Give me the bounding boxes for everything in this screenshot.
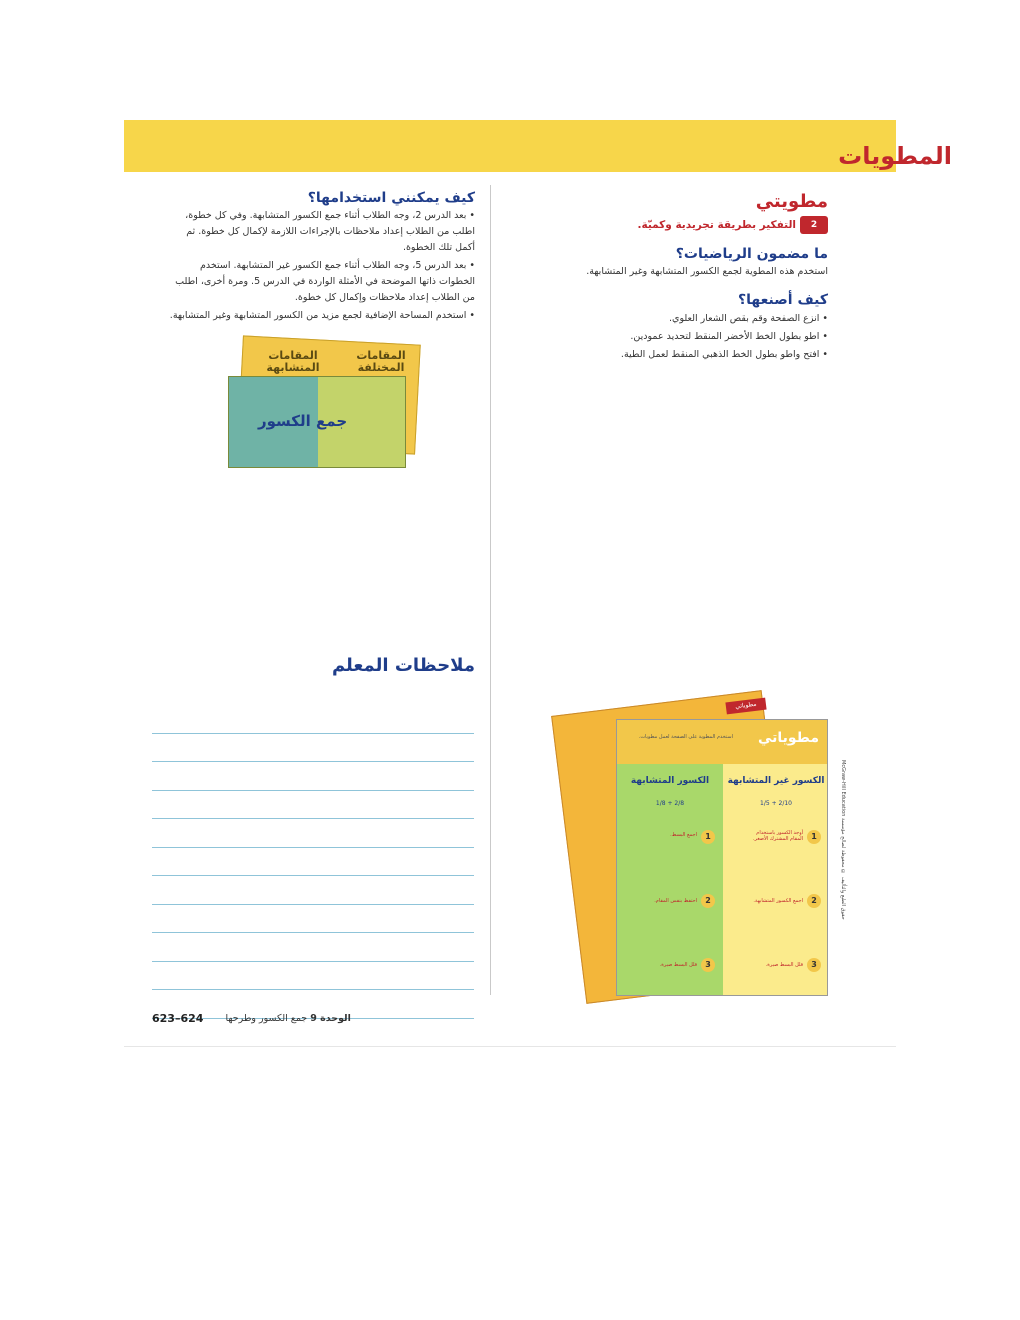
note-line[interactable]: [152, 762, 474, 791]
note-line[interactable]: [152, 933, 474, 962]
make-step: • افتح واطو بطول الخط الذهبي المنقط لعمل الطية.: [558, 346, 828, 364]
right-column: [558, 190, 828, 364]
step-badge: 2: [807, 894, 821, 908]
poster-col-left: [723, 764, 828, 996]
poster-frac-left: 2/10 + 1/5: [760, 800, 792, 807]
step-text: قلل البسط صيرة.: [659, 962, 697, 968]
note-line[interactable]: [152, 791, 474, 820]
note-line[interactable]: [152, 876, 474, 905]
practice-text: التفكير بطريقة تجريدية وكميّة.: [637, 219, 796, 231]
note-line[interactable]: [152, 705, 474, 734]
note-line[interactable]: [152, 962, 474, 991]
note-line[interactable]: [152, 905, 474, 934]
step-text: أوجد الكسور باستخدام المقام المشترك الأصغر.: [752, 830, 803, 842]
use-bullet: • استخدم المساحة الإضافية لجمع مزيد من الكسور المتشابهة وغير المتشابهة.: [165, 308, 475, 324]
step-badge: 1: [807, 830, 821, 844]
column-divider: [490, 185, 491, 995]
foldable-tab-left: المقامات المتشابهة: [266, 349, 320, 374]
step-badge: 1: [701, 830, 715, 844]
poster-col-right-head: الكسور المتشابهة: [630, 776, 710, 786]
poster-col-left-head: الكسور غير المتشابهة: [727, 776, 825, 786]
math-text: استخدم هذه المطوية لجمع الكسور المتشابهة وغير المتشابهة.: [586, 266, 828, 277]
poster-subtitle: استخدم المطوية على الصفحة لعمل مطويات.: [638, 734, 733, 740]
note-line[interactable]: [152, 848, 474, 877]
make-step: • انزع الصفحة وقم بقص الشعار العلوي.: [558, 310, 828, 328]
footer-unit: [225, 1013, 350, 1024]
step-badge: 3: [807, 958, 821, 972]
make-heading: كيف أصنعها؟: [738, 292, 828, 308]
page-number: 623–624: [152, 1012, 204, 1025]
foldable-title: مطويتي: [755, 191, 828, 212]
notes-title: ملاحظات المعلم: [331, 655, 475, 676]
copyright-credit: حقوق الطبع والتأليف © محفوظة لصالح مؤسسة McGraw-Hill Education: [840, 760, 846, 920]
step-badge: 3: [701, 958, 715, 972]
practice-row: [558, 216, 828, 234]
foldable-tab-right: المقامات المختلفة: [356, 349, 406, 374]
poster-title: مطوياتي: [757, 730, 819, 746]
use-bullet: • بعد الدرس 5، وجه الطلاب أثناء جمع الكسور غير المتشابهة. استخدم الخطوات ذاتها الموضحة في الأمثلة الواردة في الدرس 5. ومرة أخرى، اطلب من الطلاب إعداد ملاحظات وإكمال كل خطوة.: [165, 258, 475, 306]
footer: [152, 1012, 351, 1025]
math-heading: ما مضمون الرياضيات؟: [675, 246, 828, 262]
poster-back-tag: مطوياتي: [725, 698, 766, 715]
foldable-illustration: [228, 340, 420, 470]
poster-col-right: [617, 764, 723, 996]
step-badge: 2: [701, 894, 715, 908]
foldable-center-label: جمع الكسور: [258, 412, 348, 430]
step-text: احتفظ بنفس المقام.: [654, 898, 697, 904]
header-banner: [124, 120, 896, 172]
poster-body: [617, 764, 828, 996]
step-text: اجمع البسط.: [670, 832, 697, 838]
footer-unit-title: جمع الكسور وطرحها: [225, 1013, 308, 1024]
use-bullet: • بعد الدرس 2، وجه الطلاب أثناء جمع الكسور المتشابهة. وفي كل خطوة، اطلب من الطلاب إعداد ملاحظات بالإجراءات اللازمة لإكمال كل خطوة. ثم أكمل تلك الخطوة.: [165, 208, 475, 256]
footer-rule: [124, 1046, 896, 1047]
left-column: [165, 188, 475, 326]
note-line[interactable]: [152, 734, 474, 763]
footer-unit-label: الوحدة 9: [310, 1013, 351, 1024]
note-line[interactable]: [152, 819, 474, 848]
practice-badge-icon: 2: [800, 216, 828, 234]
use-heading: كيف يمكنني استخدامها؟: [307, 190, 475, 206]
poster-front-sheet: [616, 719, 828, 996]
step-text: اجمع الكسور المتشابهة.: [753, 898, 803, 904]
poster-header: [617, 720, 827, 764]
page-title: المطويات: [838, 142, 952, 170]
poster-frac-right: 2/8 + 1/8: [655, 800, 685, 807]
sample-poster: [566, 686, 832, 996]
notes-lines[interactable]: [152, 705, 474, 1019]
make-step: • اطو بطول الخط الأخضر المنقط لتحديد عمودين.: [558, 328, 828, 346]
step-text: قلل البسط صيرة.: [765, 962, 803, 968]
